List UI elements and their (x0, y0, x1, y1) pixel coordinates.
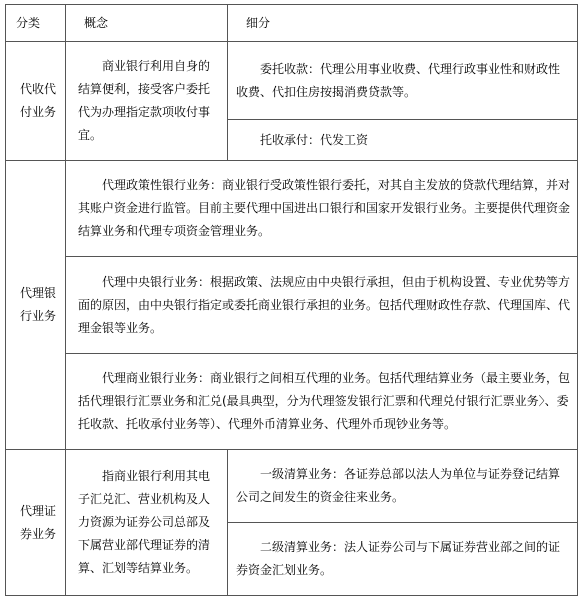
detail-cell: 代理政策性银行业务：商业银行受政策性银行委托，对其自主发放的贷款代理结算，并对其账户资金进行监管。目前主要代理中国进出口银行和国家开发银行业务。主要提供代理资金结算业务和代理专项资金管理业务。 (66, 161, 578, 257)
category-cell: 代理银行业务 (6, 161, 66, 450)
detail-cell: 代理商业银行业务：商业银行之间相互代理的业务。包括代理结算业务（最主要业务，包括代理银行汇票业务和汇兑(最具典型，分为代理签发银行汇票和代理兑付银行汇票业务〉、委托收款、托收承付业务等）、代理外币清算业务、代理外币现钞业务等。 (66, 354, 578, 450)
detail-cell: 代理中央银行业务：根据政策、法规应由中央银行承担，但由于机构设置、专业优势等方面的原因，由中央银行指定或委托商业银行承担的业务。包括代理财政性存款、代理国库、代理金银等业务。 (66, 257, 578, 354)
detail-cell: 托收承付：代发工资 (228, 120, 578, 161)
category-cell: 代收代付业务 (6, 42, 66, 161)
detail-cell: 委托收款：代理公用事业收费、代理行政事业性和财政性收费、代扣住房按揭消费贷款等。 (228, 42, 578, 120)
table-container (5, 4, 578, 596)
header-category: 分类 (6, 5, 66, 42)
table-row (6, 161, 578, 257)
table-row (6, 450, 578, 523)
table-row (6, 42, 578, 120)
concept-cell: 指商业银行利用其电子汇兑汇、营业机构及人力资源为证券公司总部及下属营业部代理证券的清算、汇划等结算业务。 (66, 450, 228, 596)
table-row (6, 354, 578, 450)
detail-cell: 一级清算业务：各证券总部以法人为单位与证券登记结算公司之间发生的资金往来业务。 (228, 450, 578, 523)
business-classification-table (5, 4, 578, 596)
concept-cell: 商业银行利用自身的结算便利，接受客户委托代为办理指定款项收付事宜。 (66, 42, 228, 161)
detail-cell: 二级清算业务：法人证券公司与下属证券营业部之间的证券资金汇划业务。 (228, 523, 578, 596)
table-row (6, 257, 578, 354)
header-concept: 概念 (66, 5, 228, 42)
header-detail: 细分 (228, 5, 578, 42)
table-header-row (6, 5, 578, 42)
category-cell: 代理证券业务 (6, 450, 66, 596)
